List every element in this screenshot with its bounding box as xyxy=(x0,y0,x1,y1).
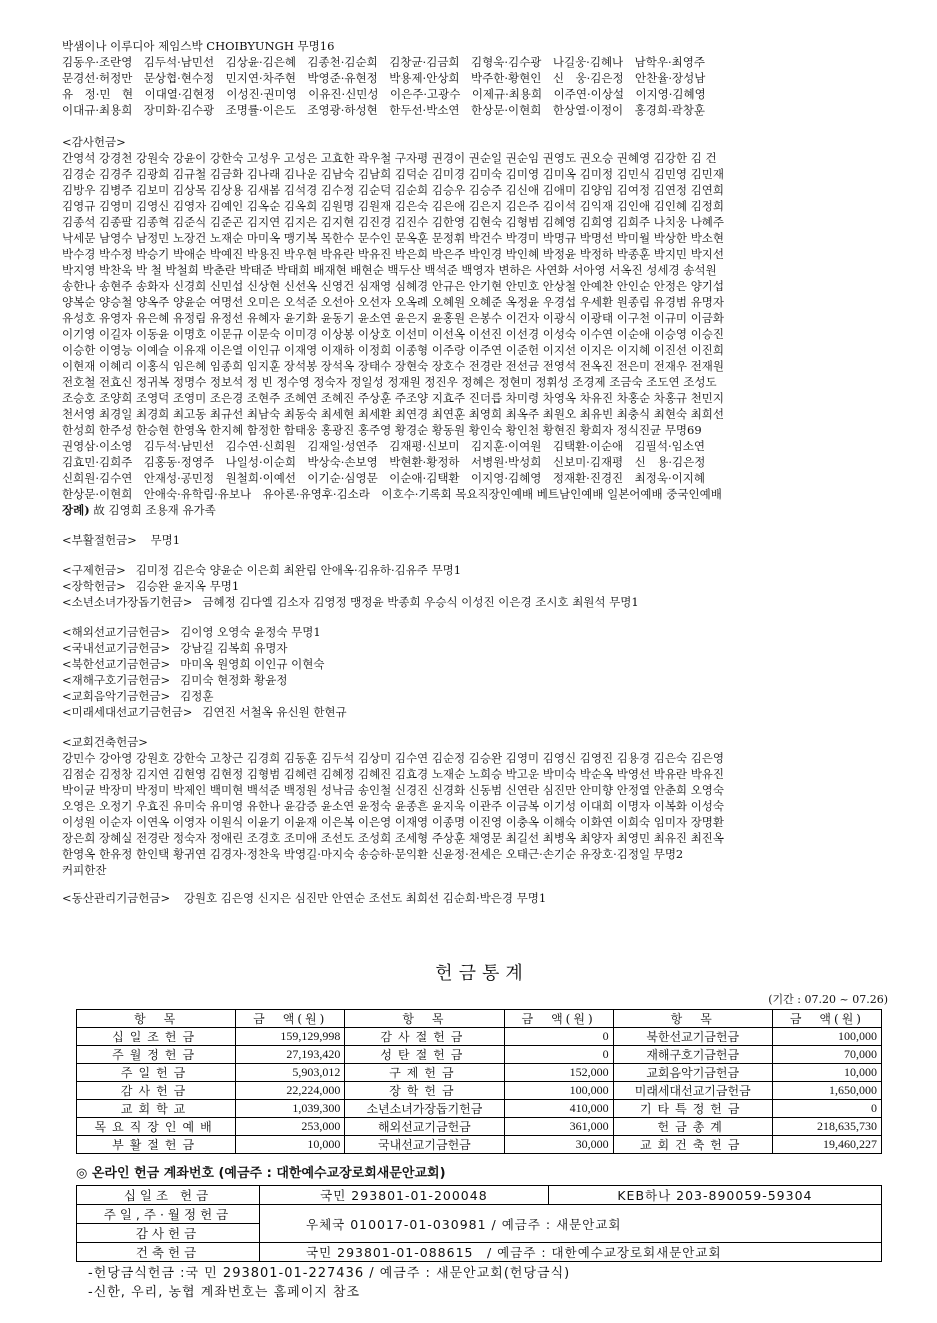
amount-cell: 10,000 xyxy=(236,1136,345,1154)
account-label: 감사헌금 xyxy=(77,1224,260,1243)
item-cell: 감사헌금 xyxy=(77,1082,236,1100)
amount-cell: 253,000 xyxy=(236,1118,345,1136)
account-number: KEB하나 203-890059-59304 xyxy=(548,1186,881,1205)
name-line: 김방우 김병주 김보미 김상목 김상용 김새봄 김석경 김수정 김순덕 김순희 김승우 김승주 김신애 김애미 김양임 김여정 김연정 김연희 xyxy=(62,183,725,197)
scholarship-line xyxy=(62,578,882,594)
amount-cell: 100,000 xyxy=(772,1028,881,1046)
stats-row xyxy=(77,1118,882,1136)
name-line: 이대규·최용희 장미화·김수광 조명률·이은도 조영광·하성현 한두선·박소연 한상문·이현희 한상열·이정이 홍경희·곽창훈 xyxy=(62,103,705,117)
account-row xyxy=(77,1205,882,1224)
funeral-names: 故 김영희 조용재 유가족 xyxy=(93,503,216,517)
resurrection-section xyxy=(62,532,882,548)
item-cell: 감사절헌금 xyxy=(345,1028,504,1046)
stats-row xyxy=(77,1100,882,1118)
account-number: 국민 293801-01-088615 / 예금주 : 대한예수교장로회새문안교회 xyxy=(260,1243,882,1262)
amount-cell: 5,903,012 xyxy=(236,1064,345,1082)
item-cell: 부활절헌금 xyxy=(77,1136,236,1154)
stats-period: (기간 : 07.20 ~ 07.26) xyxy=(768,993,888,1006)
item-cell: 기타특정헌금 xyxy=(613,1100,772,1118)
name-line: 이기영 이길자 이동윤 이명호 이문규 이문숙 이미경 이상봉 이상호 이선미 이선옥 이선진 이선경 이성숙 이수연 이순애 이승영 이승진 xyxy=(62,327,725,341)
item-cell: 헌금총계 xyxy=(613,1118,772,1136)
header-cell: 금 액(원) xyxy=(236,1010,345,1028)
item-cell: 교회음악기금헌금 xyxy=(613,1064,772,1082)
section-title: <미래세대선교기금헌금> xyxy=(62,705,193,719)
section-body: 강남길 김복희 유명자 xyxy=(180,641,288,655)
item-cell: 십일조헌금 xyxy=(77,1028,236,1046)
name-line: 천서영 최경일 최경희 최고동 최규선 최남숙 최동숙 최세현 최세환 최연경 최연훈 최영희 최옥주 최원오 최유빈 최충식 최현숙 최희선 xyxy=(62,407,725,421)
name-line: 김종석 김종팔 김종혁 김준식 김준곤 김지연 김지은 김지현 김진경 김진수 김한영 김현숙 김형범 김혜영 김희영 김희주 나치웅 나혜주 xyxy=(62,215,725,229)
stats-row xyxy=(77,1082,882,1100)
top-names xyxy=(62,38,882,118)
account-row xyxy=(77,1243,882,1262)
header-cell: 항 목 xyxy=(613,1010,772,1028)
offering-page xyxy=(62,38,882,906)
amount-cell: 22,224,000 xyxy=(236,1082,345,1100)
item-cell: 구제헌금 xyxy=(345,1064,504,1082)
overseas-mission-line xyxy=(62,624,882,640)
amount-cell: 27,193,420 xyxy=(236,1046,345,1064)
name-line: 간영석 강경천 강원숙 강윤이 강한숙 고성우 고성은 고효한 곽우철 구자평 권경이 권순일 권순임 권영도 권오승 권혜영 김강한 김 건 xyxy=(62,151,717,165)
section-title: <소년소녀가장돕기헌금> xyxy=(62,595,193,609)
name-line: 김경순 김경주 김광희 김규철 김금화 김나래 김나운 김남숙 김남희 김덕순 김미경 김미숙 김미영 김미옥 김미정 김민식 김민영 김민재 xyxy=(62,167,725,181)
section-body: 김승완 윤지옥 무명1 xyxy=(135,579,240,593)
name-line: 김영규 김영미 김영신 김영자 김예인 김옥순 김옥희 김원명 김원재 김은숙 김은애 김은지 김은주 김이석 김익재 김인애 김인혜 김정희 xyxy=(62,199,725,213)
stats-title: 헌금통계 xyxy=(435,963,529,984)
name-line: 유 정·민 현 이대열·김현정 이성진·권미영 이유진·신민성 이은주·고광수 이제규·최용희 이주연·이상설 이지영·김혜영 xyxy=(62,87,706,101)
stats-body xyxy=(77,1028,882,1154)
account-label: 십일조 헌금 xyxy=(77,1186,260,1205)
item-cell: 교회건축헌금 xyxy=(613,1136,772,1154)
section-title: <교회건축헌금> xyxy=(62,735,148,749)
header-cell: 항 목 xyxy=(77,1010,236,1028)
disaster-relief-line xyxy=(62,672,882,688)
item-cell: 주일헌금 xyxy=(77,1064,236,1082)
online-account-title: ◎ 온라인 헌금 계좌번호 (예금주 : 대한예수교장로회새문안교회) xyxy=(76,1166,446,1181)
item-cell: 주월정헌금 xyxy=(77,1046,236,1064)
section-title: <부활절헌금> xyxy=(62,533,137,547)
building-names xyxy=(62,750,882,878)
building-section xyxy=(62,734,882,878)
name-line: 한성희 한주성 한승현 한영옥 한지혜 함정한 함태웅 홍광진 홍주영 황경순 황동원 황인숙 황인천 황현진 황희자 정식진균 무명69 xyxy=(62,423,702,437)
section-title: <재해구호기금헌금> xyxy=(62,673,171,687)
section-title: <북한선교기금헌금> xyxy=(62,657,171,671)
section-body: 김연진 서철옥 유신원 한현규 xyxy=(202,705,347,719)
name-line: 장은희 장혜실 전경란 정숙자 정애린 조경호 조미애 조선도 조성희 조세형 주상훈 채영문 최길선 최병옥 최양자 최영민 최유진 최진옥 xyxy=(62,831,725,845)
item-cell: 재해구호기금헌금 xyxy=(613,1046,772,1064)
domestic-mission-line xyxy=(62,640,882,656)
name-line: 박수경 박수정 박승기 박애순 박예진 박용진 박우현 박유란 박유진 박은희 박은주 박인경 박인혜 박정윤 박정하 박종훈 박지민 박지선 xyxy=(62,247,725,261)
item-cell: 목요직장인예배 xyxy=(77,1118,236,1136)
amount-cell: 361,000 xyxy=(504,1118,613,1136)
section-title: <장학헌금> xyxy=(62,579,126,593)
name-line: 이승한 이영능 이예슬 이유재 이은열 이인규 이재영 이재하 이정희 이종형 이주랑 이주연 이준헌 이지선 이지은 이지혜 이진선 이진희 xyxy=(62,343,725,357)
amount-cell: 159,129,998 xyxy=(236,1028,345,1046)
section-body: 무명1 xyxy=(150,533,181,547)
item-cell: 교회학교 xyxy=(77,1100,236,1118)
amount-cell: 70,000 xyxy=(772,1046,881,1064)
section-title: <동산관리기금헌금> xyxy=(62,891,171,905)
name-line: 문경선·허정만 문상협·현수정 민지연·차주현 박영준·유현정 박용제·안상희 박주한·황현인 신 웅·김은정 안찬율·장성남 xyxy=(62,71,706,85)
account-label: 건축헌금 xyxy=(77,1243,260,1262)
stats-row xyxy=(77,1064,882,1082)
name-line: 한영옥 한유정 한인택 황귀연 김경자·정찬욱 박영길·마지숙 송승하·문익환 신윤정·전세은 오태근·손기순 유장호·김정일 무명2 xyxy=(62,847,684,861)
name-line: 커피한잔 xyxy=(62,863,107,877)
item-cell: 북한선교기금헌금 xyxy=(613,1028,772,1046)
name-line: 권영삼·이소영 김두석·남민선 김수연·신희원 김재일·성연주 김재평·신보미 김지훈·이여원 김택환·이순애 김필석·임소연 xyxy=(62,439,705,453)
amount-cell: 19,460,227 xyxy=(772,1136,881,1154)
name-line: 김동우·조란영 김두석·남민선 김상윤·김은혜 김종천·김순희 김창균·김금희 김형욱·김수광 나길웅·김혜나 남학우·최영주 xyxy=(62,55,705,69)
name-line: 전호철 전효신 정귀복 정명수 정보석 정 빈 정수영 정숙자 정일성 정재원 정진우 정혜은 정현미 정휘성 조경제 조금숙 조도연 조성도 xyxy=(62,375,717,389)
amount-cell: 0 xyxy=(504,1046,613,1064)
name-line: 강민수 강아영 강원호 강한숙 고창근 김경희 김동훈 김두석 김상미 김수연 김순정 김승완 김영미 김영신 김영진 김용경 김은숙 김은영 xyxy=(62,751,725,765)
section-body: 금혜정 김다엘 김소자 김영정 맹정윤 박종희 우승식 이성진 이은경 조시호 최원석 무명1 xyxy=(202,595,639,609)
section-body: 김미숙 현정화 황윤정 xyxy=(180,673,288,687)
section-body: 마미옥 원영희 이인규 이현숙 xyxy=(180,657,325,671)
account-number: 국민 293801-01-200048 xyxy=(260,1186,549,1205)
amount-cell: 100,000 xyxy=(504,1082,613,1100)
note-line: -헌당금식헌금 :국 민 293801-01-227436 / 예금주 : 새문안교회(헌당금식) xyxy=(88,1266,571,1281)
garden-section xyxy=(62,890,882,906)
amount-cell: 0 xyxy=(504,1028,613,1046)
item-cell: 해외선교기금헌금 xyxy=(345,1118,504,1136)
account-notes xyxy=(88,1264,902,1302)
church-music-line xyxy=(62,688,882,704)
name-line: 신희원·김수연 안재성·공민정 원철희·이예선 이기순·심영문 이순애·김택환 이지영·김혜영 정재환·진경진 최정욱·이지혜 xyxy=(62,471,705,485)
name-line: 유성호 유영자 유은혜 유정림 유정선 유혜자 윤기화 윤동기 윤소연 윤은지 윤홍원 은봉수 이건자 이광식 이광태 이구천 이규미 이금화 xyxy=(62,311,725,325)
section-title: <해외선교기금헌금> xyxy=(62,625,171,639)
amount-cell: 0 xyxy=(772,1100,881,1118)
amount-cell: 152,000 xyxy=(504,1064,613,1082)
stats-header-row xyxy=(77,1010,882,1028)
thanks-section xyxy=(62,134,882,518)
amount-cell: 1,650,000 xyxy=(772,1082,881,1100)
item-cell: 국내선교기금헌금 xyxy=(345,1136,504,1154)
header-cell: 금 액(원) xyxy=(772,1010,881,1028)
account-number: 우체국 010017-01-030981 / 예금주 : 새문안교회 xyxy=(260,1205,882,1243)
name-line: 박이균 박장미 박정미 박제인 백미현 백석준 백정원 성낙금 송인철 신경진 신경화 신동범 신연란 심진만 안미향 안정열 안춘희 오영숙 xyxy=(62,783,725,797)
stats-row xyxy=(77,1136,882,1154)
future-generation-line xyxy=(62,704,882,720)
name-line: 낙세문 남영수 남정민 노장건 노재순 마미옥 맹기복 목한수 문수인 문옥훈 문정휘 박건수 박경미 박명규 박명선 박미월 박상한 박소현 xyxy=(62,231,725,245)
mission-funds-sections xyxy=(62,624,882,720)
name-line: 송한나 송현주 송화자 신경희 신민섭 신상현 신선옥 신영건 심재영 심혜경 안규은 안기현 안민호 안상철 안예찬 안인순 안정은 양기섭 xyxy=(62,279,725,293)
header-cell: 금 액(원) xyxy=(504,1010,613,1028)
name-line: 양복순 양승철 양옥주 양윤순 여명선 오미은 오석준 오선아 오선자 오옥례 오혜원 오혜준 옥정윤 우경섭 우세환 원종림 유경범 유명자 xyxy=(62,295,725,309)
section-body: 김정훈 xyxy=(180,689,214,703)
section-title: <국내선교기금헌금> xyxy=(62,641,171,655)
note-line: -신한, 우리, 농협 계좌번호는 홈페이지 참조 xyxy=(88,1285,361,1300)
name-line: 이현재 이혜리 이홍식 임은혜 임종희 임지훈 장석봉 장석옥 장태수 장현숙 장호수 전경란 전선금 전영석 전옥진 전은미 전재우 전재원 xyxy=(62,359,725,373)
item-cell: 성탄절헌금 xyxy=(345,1046,504,1064)
stats-area xyxy=(62,935,902,1302)
name-line: 이성원 이순자 이연옥 이영자 이원식 이윤기 이윤재 이은복 이은영 이재영 이종명 이진영 이충옥 이해숙 이화연 이희숙 임미자 장명환 xyxy=(62,815,725,829)
amount-cell: 410,000 xyxy=(504,1100,613,1118)
section-body: 김이영 오영숙 윤정숙 무명1 xyxy=(180,625,321,639)
item-cell: 소년소녀가장돕기헌금 xyxy=(345,1100,504,1118)
name-line: 조승호 조양희 조영덕 조영미 조은경 조현주 조혜연 조혜진 주상훈 주조양 지효주 진더릅 차미령 차영옥 차유진 차홍순 차홍규 천민지 xyxy=(62,391,725,405)
amount-cell: 1,039,300 xyxy=(236,1100,345,1118)
stats-table xyxy=(76,1009,882,1154)
account-table xyxy=(76,1185,882,1262)
north-korea-mission-line xyxy=(62,656,882,672)
name-line: 한상문·이현희 안애숙·유학림·유보나 유아론·유영후·김소라 이호수·기록회 목요직장인예배 베트남인예배 일본어예배 중국인예배 xyxy=(62,487,722,501)
item-cell: 장학헌금 xyxy=(345,1082,504,1100)
section-body: 강원호 김은영 신지은 심진만 안연순 조선도 최희선 김순희·박은경 무명1 xyxy=(183,891,547,905)
amount-cell: 10,000 xyxy=(772,1064,881,1082)
item-cell: 미래세대선교기금헌금 xyxy=(613,1082,772,1100)
name-line: 오영은 오정기 우효진 유미숙 유미영 유한나 윤감증 윤소연 윤정숙 윤종흔 윤지욱 이관주 이금복 이기성 이대희 이명자 이복화 이성숙 xyxy=(62,799,725,813)
account-label: 주일,주·월정헌금 xyxy=(77,1205,260,1224)
section-title: <감사헌금> xyxy=(62,135,126,149)
youth-support-line xyxy=(62,594,882,610)
name-line: 박지영 박찬욱 박 철 박철희 박춘란 박태준 박태희 배재현 배현순 백두산 백석준 백영자 변하은 사연화 서아영 서옥진 성세경 송석원 xyxy=(62,263,717,277)
section-title: <구제헌금> xyxy=(62,563,126,577)
section-title: <교회음악기금헌금> xyxy=(62,689,171,703)
name-line: 김효민·김희주 김홍동·정영주 나일성·이순희 박상숙·손보영 박현환·황정하 서병원·박성희 신보미·김재평 신 용·김은정 xyxy=(62,455,706,469)
section-body: 김미정 김은숙 양윤순 이은희 최완림 안애옥·김유하·김유주 무명1 xyxy=(135,563,462,577)
relief-line xyxy=(62,562,882,578)
stats-row xyxy=(77,1028,882,1046)
amount-cell: 218,635,730 xyxy=(772,1118,881,1136)
thanks-names xyxy=(62,150,882,502)
amount-cell: 30,000 xyxy=(504,1136,613,1154)
name-line: 박샘이나 이루디아 제임스박 CHOIBYUNGH 무명16 xyxy=(62,39,335,53)
funeral-line xyxy=(62,502,882,518)
header-cell: 항 목 xyxy=(345,1010,504,1028)
relief-scholarship-sections xyxy=(62,562,882,610)
stats-row xyxy=(77,1046,882,1064)
name-line: 김점순 김정창 김지연 김현영 김현정 김형범 김혜련 김혜정 김혜진 김효경 노재순 노희승 박고운 박미숙 박순옥 박영선 박유란 박유진 xyxy=(62,767,725,781)
account-row xyxy=(77,1186,882,1205)
funeral-label: 장례) xyxy=(62,503,90,517)
